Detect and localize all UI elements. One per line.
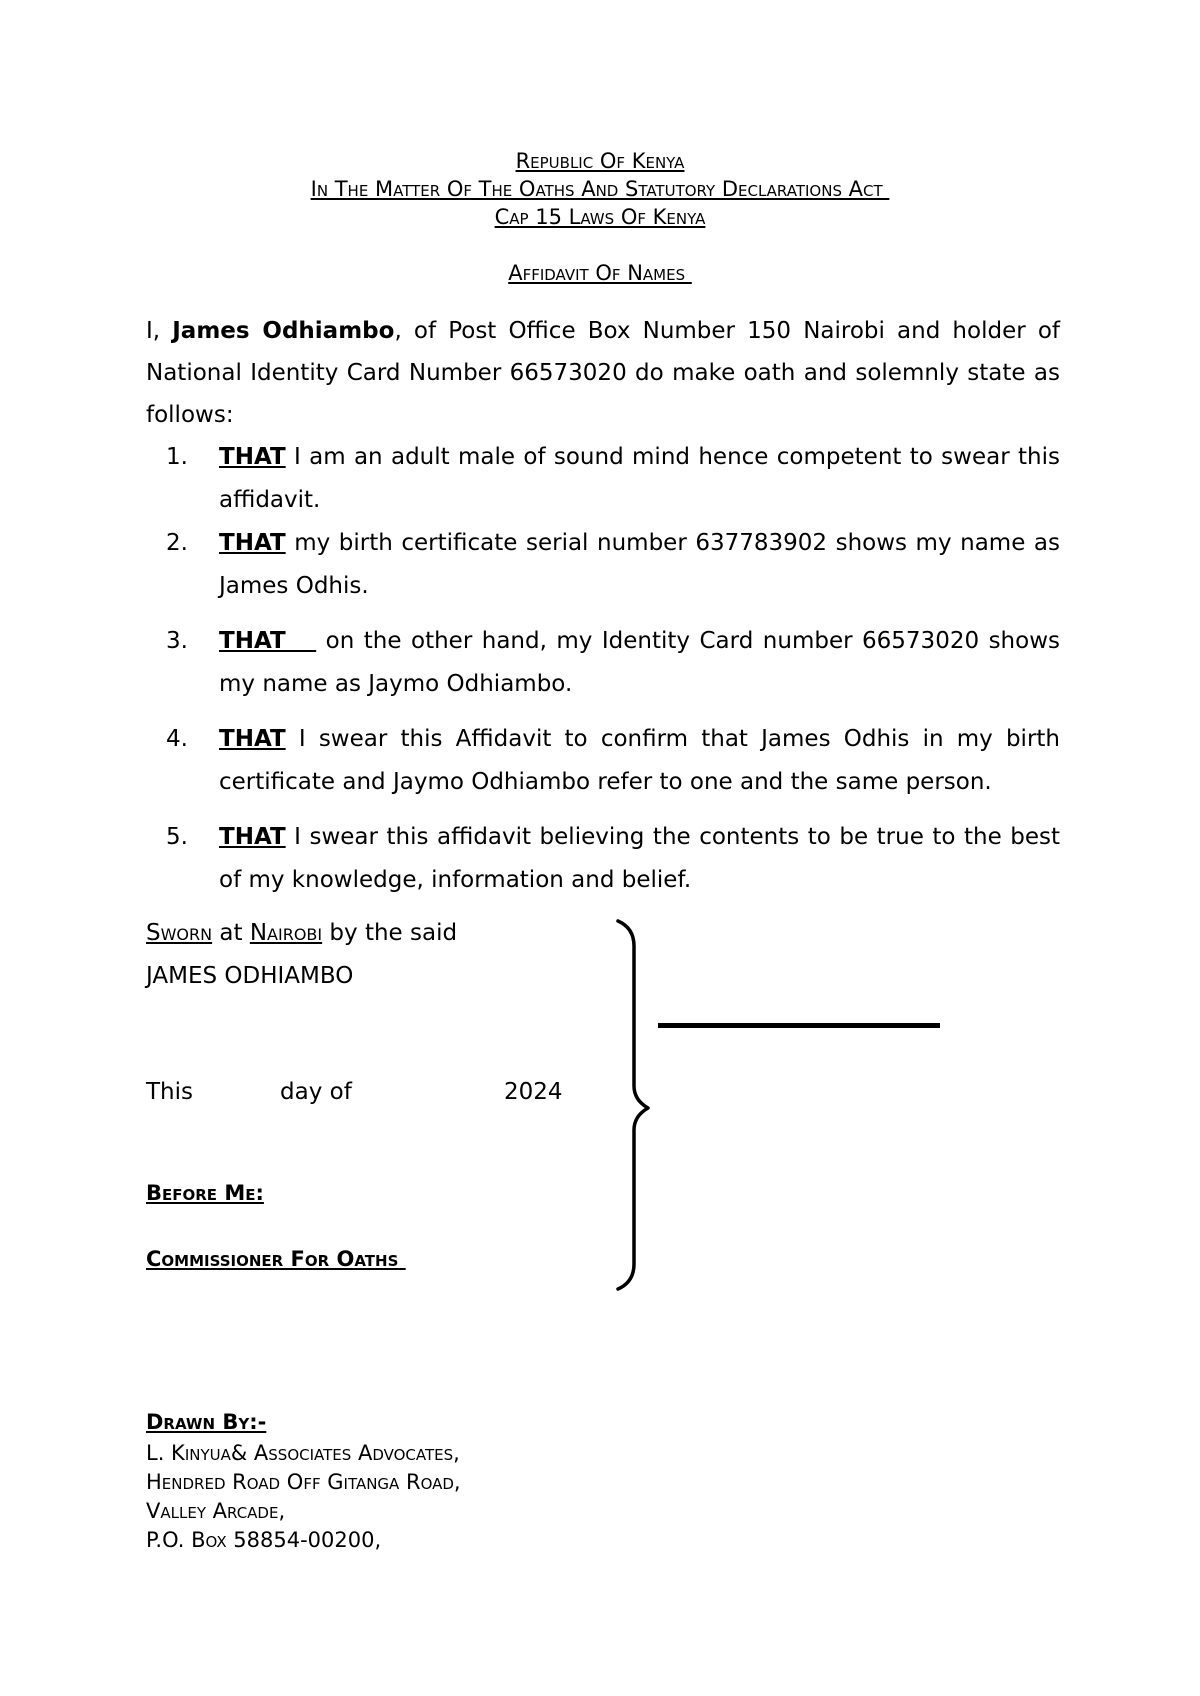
drawn-by-label: Drawn By:- <box>146 1410 267 1434</box>
commissioner-for-oaths: Commissioner For Oaths <box>146 1247 406 1271</box>
clause-text: my birth certificate serial number 637783902 shows my name as James Odhis. <box>219 530 1060 599</box>
clause-that: THAT <box>219 444 286 470</box>
clause-number: 2. <box>166 530 188 556</box>
jurat-sworn-line <box>146 922 457 945</box>
header-cap: Cap 15 Laws Of Kenya <box>494 205 706 229</box>
clause-that: THAT <box>219 824 286 850</box>
clause-5 <box>146 816 1060 902</box>
drawn-by-arcade: Valley Arcade, <box>146 1499 286 1523</box>
header-republic: Republic Of Kenya <box>515 149 685 173</box>
header-matter: In The Matter Of The Oaths And Statutory Declarations Act <box>310 177 890 201</box>
clause-that: THAT <box>219 530 286 556</box>
document-title: Affidavit Of Names <box>508 261 692 285</box>
jurat-deponent: JAMES ODHIAMBO <box>146 963 354 989</box>
intro-text: , of Post Office Box Number 150 Nairobi and holder of National Identity Card Number 66573020 do make oath and solemnly state as follows: <box>146 318 1060 428</box>
clause-text: I swear this Affidavit to confirm that James Odhis in my birth certificate and Jaymo Odhiambo refer to one and the same person. <box>219 726 1060 795</box>
signature-line <box>658 1023 940 1028</box>
before-me: Before Me: <box>146 1181 264 1205</box>
jurat-at: at <box>212 920 250 946</box>
clause-4 <box>146 718 1060 804</box>
jurat-sworn: Sworn <box>146 920 213 946</box>
clause-text: I am an adult male of sound mind hence competent to swear this affidavit. <box>219 444 1060 513</box>
clause-number: 5. <box>166 824 188 850</box>
intro-paragraph <box>146 310 1060 436</box>
clause-2 <box>146 522 1060 608</box>
jurat-place: Nairobi <box>249 920 323 946</box>
right-brace-icon <box>612 918 652 1292</box>
clause-text: on the other hand, my Identity Card number 66573020 shows my name as Jaymo Odhiambo. <box>219 628 1060 697</box>
jurat-year: 2024 <box>504 1079 563 1105</box>
clause-that: THAT <box>219 628 317 654</box>
drawn-by-road: Hendred Road Off Gitanga Road, <box>146 1470 461 1494</box>
drawn-by-firm: L. Kinyua& Associates Advocates, <box>146 1441 460 1465</box>
jurat-day-of: day of <box>280 1079 352 1105</box>
intro-prefix: I, <box>146 318 173 344</box>
clause-text: I swear this affidavit believing the contents to be true to the best of my knowledge, information and belief. <box>219 824 1060 893</box>
clause-3 <box>146 620 1060 706</box>
clause-1 <box>146 436 1060 522</box>
clause-number: 1. <box>166 444 188 470</box>
clause-number: 3. <box>166 628 188 654</box>
clause-that: THAT <box>219 726 286 752</box>
jurat-this: This <box>146 1079 193 1105</box>
jurat-by-the-said: by the said <box>322 920 458 946</box>
deponent-name: James Odhiambo <box>172 318 395 344</box>
clause-number: 4. <box>166 726 188 752</box>
drawn-by-box: P.O. Box 58854-00200, <box>146 1528 382 1552</box>
